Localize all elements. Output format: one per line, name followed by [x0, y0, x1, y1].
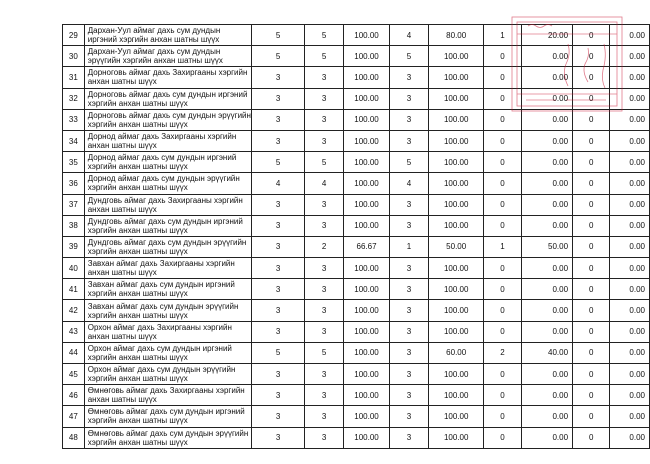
table-row — [63, 385, 650, 406]
cell-c9-percent: 0.00 — [610, 67, 650, 88]
table-row — [63, 427, 650, 448]
cell-c5-percent: 100.00 — [429, 67, 484, 88]
cell-c2: 3 — [305, 406, 344, 427]
cell-c1: 3 — [252, 385, 305, 406]
cell-c8: 0 — [573, 364, 610, 385]
court-name: Завхан аймаг дахь сум дундын иргэний хэргийн анхан шатны шүүх — [84, 279, 251, 300]
cell-c1: 4 — [252, 173, 305, 194]
cell-c8: 0 — [573, 427, 610, 448]
cell-c3-percent: 100.00 — [344, 427, 390, 448]
court-name: Өмнөговь аймаг дахь сум дундын эрүүгийн хэргийн анхан шатны шүүх — [84, 427, 251, 448]
cell-c2: 3 — [305, 279, 344, 300]
court-name: Дорноговь аймаг дахь сум дундын эрүүгийн хэргийн анхан шатны шүүх — [84, 109, 251, 130]
cell-c6: 0 — [484, 194, 521, 215]
row-number: 43 — [63, 321, 85, 342]
cell-c9-percent: 0.00 — [610, 109, 650, 130]
row-number: 33 — [63, 109, 85, 130]
cell-c4: 3 — [389, 258, 428, 279]
cell-c6: 0 — [484, 173, 521, 194]
cell-c8: 0 — [573, 152, 610, 173]
cell-c8: 0 — [573, 236, 610, 257]
cell-c1: 3 — [252, 109, 305, 130]
court-name: Дундговь аймаг дахь Захиргааны хэргийн анхан шатны шүүх — [84, 194, 251, 215]
cell-c5-percent: 80.00 — [429, 25, 484, 46]
cell-c9-percent: 0.00 — [610, 300, 650, 321]
cell-c5-percent: 100.00 — [429, 194, 484, 215]
court-name: Орхон аймаг дахь сум дундын эрүүгийн хэргийн анхан шатны шүүх — [84, 364, 251, 385]
cell-c9-percent: 0.00 — [610, 258, 650, 279]
row-number: 41 — [63, 279, 85, 300]
cell-c9-percent: 0.00 — [610, 342, 650, 363]
table-row — [63, 67, 650, 88]
cell-c4: 3 — [389, 427, 428, 448]
cell-c7-percent: 50.00 — [521, 236, 572, 257]
cell-c7-percent: 0.00 — [521, 194, 572, 215]
cell-c2: 3 — [305, 364, 344, 385]
cell-c3-percent: 100.00 — [344, 173, 390, 194]
cell-c1: 5 — [252, 152, 305, 173]
cell-c7-percent: 40.00 — [521, 342, 572, 363]
court-name: Дорноговь аймаг дахь Захиргааны хэргийн анхан шатны шүүх — [84, 67, 251, 88]
cell-c7-percent: 0.00 — [521, 88, 572, 109]
cell-c6: 0 — [484, 279, 521, 300]
cell-c8: 0 — [573, 215, 610, 236]
cell-c2: 3 — [305, 300, 344, 321]
cell-c4: 3 — [389, 364, 428, 385]
cell-c7-percent: 0.00 — [521, 364, 572, 385]
cell-c4: 5 — [389, 152, 428, 173]
cell-c2: 5 — [305, 342, 344, 363]
court-name: Дундговь аймаг дахь сум дундын эрүүгийн хэргийн анхан шатны шүүх — [84, 236, 251, 257]
row-number: 29 — [63, 25, 85, 46]
cell-c6: 0 — [484, 364, 521, 385]
cell-c1: 3 — [252, 300, 305, 321]
cell-c4: 4 — [389, 25, 428, 46]
cell-c1: 3 — [252, 364, 305, 385]
cell-c2: 3 — [305, 258, 344, 279]
cell-c3-percent: 100.00 — [344, 67, 390, 88]
cell-c9-percent: 0.00 — [610, 427, 650, 448]
cell-c9-percent: 0.00 — [610, 406, 650, 427]
table-row — [63, 215, 650, 236]
cell-c3-percent: 100.00 — [344, 300, 390, 321]
cell-c7-percent: 0.00 — [521, 67, 572, 88]
row-number: 35 — [63, 152, 85, 173]
cell-c1: 5 — [252, 342, 305, 363]
court-name: Завхан аймаг дахь сум дундын эрүүгийн хэргийн анхан шатны шүүх — [84, 300, 251, 321]
cell-c5-percent: 100.00 — [429, 215, 484, 236]
cell-c4: 3 — [389, 67, 428, 88]
cell-c6: 0 — [484, 427, 521, 448]
cell-c5-percent: 100.00 — [429, 88, 484, 109]
court-name: Дундговь аймаг дахь сум дундын иргэний хэргийн анхан шатны шүүх — [84, 215, 251, 236]
cell-c8: 0 — [573, 279, 610, 300]
cell-c1: 3 — [252, 67, 305, 88]
cell-c5-percent: 100.00 — [429, 427, 484, 448]
row-number: 42 — [63, 300, 85, 321]
cell-c5-percent: 100.00 — [429, 321, 484, 342]
court-name: Дархан-Уул аймаг дахь сум дундын иргэний хэргийн анхан шатны шүүх — [84, 25, 251, 46]
cell-c5-percent: 100.00 — [429, 130, 484, 151]
table-row — [63, 236, 650, 257]
table-row — [63, 342, 650, 363]
cell-c8: 0 — [573, 109, 610, 130]
cell-c2: 3 — [305, 385, 344, 406]
cell-c3-percent: 100.00 — [344, 194, 390, 215]
cell-c1: 5 — [252, 46, 305, 67]
cell-c7-percent: 0.00 — [521, 427, 572, 448]
table-row — [63, 173, 650, 194]
cell-c3-percent: 100.00 — [344, 130, 390, 151]
cell-c5-percent: 100.00 — [429, 385, 484, 406]
cell-c5-percent: 100.00 — [429, 364, 484, 385]
cell-c9-percent: 0.00 — [610, 236, 650, 257]
cell-c8: 0 — [573, 173, 610, 194]
cell-c1: 3 — [252, 194, 305, 215]
cell-c7-percent: 0.00 — [521, 406, 572, 427]
cell-c2: 3 — [305, 88, 344, 109]
cell-c8: 0 — [573, 321, 610, 342]
table-row — [63, 406, 650, 427]
cell-c6: 0 — [484, 152, 521, 173]
court-name: Орхон аймаг дахь сум дундын иргэний хэргийн анхан шатны шүүх — [84, 342, 251, 363]
row-number: 40 — [63, 258, 85, 279]
cell-c8: 0 — [573, 385, 610, 406]
cell-c1: 3 — [252, 427, 305, 448]
table-row — [63, 258, 650, 279]
row-number: 37 — [63, 194, 85, 215]
cell-c3-percent: 100.00 — [344, 385, 390, 406]
cell-c4: 3 — [389, 109, 428, 130]
cell-c6: 0 — [484, 109, 521, 130]
cell-c2: 3 — [305, 194, 344, 215]
cell-c9-percent: 0.00 — [610, 194, 650, 215]
cell-c5-percent: 100.00 — [429, 406, 484, 427]
row-number: 36 — [63, 173, 85, 194]
cell-c9-percent: 0.00 — [610, 215, 650, 236]
cell-c2: 4 — [305, 173, 344, 194]
cell-c7-percent: 0.00 — [521, 152, 572, 173]
cell-c8: 0 — [573, 25, 610, 46]
cell-c6: 0 — [484, 406, 521, 427]
cell-c1: 3 — [252, 130, 305, 151]
row-number: 46 — [63, 385, 85, 406]
cell-c3-percent: 100.00 — [344, 406, 390, 427]
table-row — [63, 300, 650, 321]
cell-c7-percent: 0.00 — [521, 130, 572, 151]
cell-c3-percent: 100.00 — [344, 46, 390, 67]
cell-c9-percent: 0.00 — [610, 364, 650, 385]
cell-c1: 3 — [252, 236, 305, 257]
cell-c9-percent: 0.00 — [610, 152, 650, 173]
statistics-table — [62, 24, 650, 449]
cell-c4: 3 — [389, 342, 428, 363]
cell-c9-percent: 0.00 — [610, 173, 650, 194]
table-row — [63, 88, 650, 109]
row-number: 32 — [63, 88, 85, 109]
court-name: Орхон аймаг дахь Захиргааны хэргийн анхан шатны шүүх — [84, 321, 251, 342]
cell-c1: 5 — [252, 25, 305, 46]
cell-c8: 0 — [573, 406, 610, 427]
document-sheet — [62, 24, 650, 449]
cell-c3-percent: 100.00 — [344, 152, 390, 173]
cell-c7-percent: 0.00 — [521, 215, 572, 236]
cell-c8: 0 — [573, 88, 610, 109]
table-row — [63, 46, 650, 67]
cell-c5-percent: 100.00 — [429, 279, 484, 300]
cell-c7-percent: 0.00 — [521, 258, 572, 279]
cell-c5-percent: 60.00 — [429, 342, 484, 363]
court-name: Дорнод аймаг дахь Захиргааны хэргийн анхан шатны шүүх — [84, 130, 251, 151]
table-row — [63, 130, 650, 151]
cell-c7-percent: 0.00 — [521, 300, 572, 321]
cell-c2: 3 — [305, 321, 344, 342]
cell-c2: 5 — [305, 46, 344, 67]
table-row — [63, 321, 650, 342]
cell-c3-percent: 66.67 — [344, 236, 390, 257]
cell-c6: 0 — [484, 88, 521, 109]
cell-c4: 3 — [389, 215, 428, 236]
cell-c7-percent: 20.00 — [521, 25, 572, 46]
cell-c8: 0 — [573, 342, 610, 363]
cell-c2: 5 — [305, 152, 344, 173]
cell-c5-percent: 100.00 — [429, 46, 484, 67]
table-row — [63, 109, 650, 130]
table-row — [63, 279, 650, 300]
cell-c4: 5 — [389, 46, 428, 67]
cell-c3-percent: 100.00 — [344, 109, 390, 130]
cell-c8: 0 — [573, 258, 610, 279]
cell-c2: 3 — [305, 427, 344, 448]
cell-c7-percent: 0.00 — [521, 173, 572, 194]
court-name: Завхан аймаг дахь Захиргааны хэргийн анхан шатны шүүх — [84, 258, 251, 279]
cell-c1: 3 — [252, 88, 305, 109]
cell-c9-percent: 0.00 — [610, 130, 650, 151]
cell-c9-percent: 0.00 — [610, 46, 650, 67]
cell-c6: 0 — [484, 215, 521, 236]
table-row — [63, 194, 650, 215]
row-number: 48 — [63, 427, 85, 448]
table-row — [63, 364, 650, 385]
cell-c2: 2 — [305, 236, 344, 257]
cell-c5-percent: 100.00 — [429, 152, 484, 173]
court-name: Дорноговь аймаг дахь сум дундын иргэний хэргийн анхан шатны шүүх — [84, 88, 251, 109]
cell-c5-percent: 100.00 — [429, 109, 484, 130]
cell-c4: 3 — [389, 88, 428, 109]
cell-c6: 0 — [484, 385, 521, 406]
cell-c7-percent: 0.00 — [521, 321, 572, 342]
cell-c6: 0 — [484, 130, 521, 151]
cell-c6: 0 — [484, 321, 521, 342]
row-number: 34 — [63, 130, 85, 151]
cell-c4: 3 — [389, 406, 428, 427]
cell-c2: 3 — [305, 109, 344, 130]
cell-c1: 3 — [252, 321, 305, 342]
cell-c6: 1 — [484, 25, 521, 46]
cell-c4: 3 — [389, 279, 428, 300]
cell-c9-percent: 0.00 — [610, 321, 650, 342]
court-name: Дархан-Уул аймаг дахь сум дундын эрүүгийн хэргийн анхан шатны шүүх — [84, 46, 251, 67]
cell-c6: 0 — [484, 300, 521, 321]
cell-c4: 1 — [389, 236, 428, 257]
cell-c5-percent: 100.00 — [429, 300, 484, 321]
cell-c4: 3 — [389, 321, 428, 342]
cell-c9-percent: 0.00 — [610, 279, 650, 300]
cell-c6: 0 — [484, 258, 521, 279]
cell-c2: 5 — [305, 25, 344, 46]
cell-c4: 3 — [389, 300, 428, 321]
table-row — [63, 152, 650, 173]
cell-c9-percent: 0.00 — [610, 385, 650, 406]
cell-c9-percent: 0.00 — [610, 25, 650, 46]
cell-c1: 3 — [252, 406, 305, 427]
cell-c3-percent: 100.00 — [344, 215, 390, 236]
cell-c3-percent: 100.00 — [344, 279, 390, 300]
cell-c9-percent: 0.00 — [610, 88, 650, 109]
cell-c3-percent: 100.00 — [344, 258, 390, 279]
cell-c3-percent: 100.00 — [344, 321, 390, 342]
cell-c6: 2 — [484, 342, 521, 363]
cell-c6: 1 — [484, 236, 521, 257]
cell-c3-percent: 100.00 — [344, 364, 390, 385]
cell-c8: 0 — [573, 194, 610, 215]
court-name: Өмнөговь аймаг дахь Захиргааны хэргийн анхан шатны шүүх — [84, 385, 251, 406]
cell-c2: 3 — [305, 130, 344, 151]
cell-c5-percent: 100.00 — [429, 173, 484, 194]
cell-c8: 0 — [573, 130, 610, 151]
cell-c1: 3 — [252, 215, 305, 236]
cell-c7-percent: 0.00 — [521, 109, 572, 130]
cell-c1: 3 — [252, 258, 305, 279]
row-number: 45 — [63, 364, 85, 385]
cell-c7-percent: 0.00 — [521, 385, 572, 406]
row-number: 38 — [63, 215, 85, 236]
court-name: Өмнөговь аймаг дахь сум дундын иргэний хэргийн анхан шатны шүүх — [84, 406, 251, 427]
cell-c4: 3 — [389, 194, 428, 215]
row-number: 47 — [63, 406, 85, 427]
cell-c2: 3 — [305, 215, 344, 236]
row-number: 44 — [63, 342, 85, 363]
cell-c4: 4 — [389, 173, 428, 194]
cell-c4: 3 — [389, 130, 428, 151]
cell-c3-percent: 100.00 — [344, 25, 390, 46]
cell-c1: 3 — [252, 279, 305, 300]
cell-c3-percent: 100.00 — [344, 342, 390, 363]
cell-c8: 0 — [573, 46, 610, 67]
cell-c8: 0 — [573, 300, 610, 321]
cell-c3-percent: 100.00 — [344, 88, 390, 109]
row-number: 31 — [63, 67, 85, 88]
cell-c4: 3 — [389, 385, 428, 406]
cell-c2: 3 — [305, 67, 344, 88]
row-number: 39 — [63, 236, 85, 257]
cell-c7-percent: 0.00 — [521, 46, 572, 67]
table-row — [63, 25, 650, 46]
row-number: 30 — [63, 46, 85, 67]
table-body — [63, 25, 650, 449]
cell-c5-percent: 50.00 — [429, 236, 484, 257]
cell-c7-percent: 0.00 — [521, 279, 572, 300]
court-name: Дорнод аймаг дахь сум дундын эрүүгийн хэргийн анхан шатны шүүх — [84, 173, 251, 194]
cell-c8: 0 — [573, 67, 610, 88]
cell-c6: 0 — [484, 46, 521, 67]
cell-c5-percent: 100.00 — [429, 258, 484, 279]
court-name: Дорнод аймаг дахь сум дундын иргэний хэргийн анхан шатны шүүх — [84, 152, 251, 173]
cell-c6: 0 — [484, 67, 521, 88]
